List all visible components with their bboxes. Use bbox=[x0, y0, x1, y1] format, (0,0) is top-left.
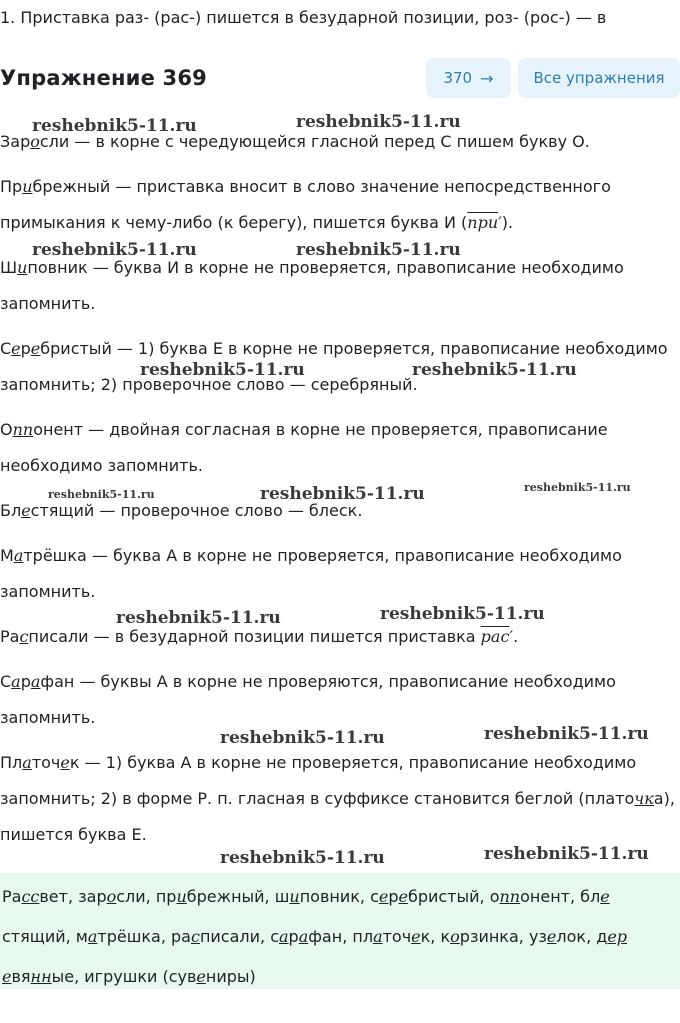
word-part: точ bbox=[31, 753, 61, 772]
explanation-text: — приставка вносит в слово значение непосредственного bbox=[110, 177, 611, 196]
highlighted-letter: е bbox=[21, 501, 31, 520]
word-part: бристый, о bbox=[407, 887, 500, 906]
word-part: р bbox=[20, 339, 31, 358]
explanation-paragraph bbox=[0, 538, 680, 610]
word-part: С bbox=[0, 339, 12, 358]
highlighted-letter: нн bbox=[30, 967, 52, 986]
word-part: р bbox=[388, 887, 399, 906]
word-part: рзинка, уз bbox=[459, 927, 547, 946]
watermark: reshebnik5-11.ru bbox=[484, 724, 649, 744]
word-part: О bbox=[0, 420, 13, 439]
word-part: брежный bbox=[32, 177, 111, 196]
highlighted-letter: с bbox=[19, 627, 29, 646]
explanation-paragraph bbox=[0, 250, 680, 322]
watermark: reshebnik5-11.ru bbox=[296, 240, 461, 260]
explanation-text: — двойная согласная в корне не проверяется, правописание bbox=[83, 420, 608, 439]
watermark: reshebnik5-11.ru bbox=[260, 484, 425, 504]
highlighted-letter: и bbox=[289, 887, 300, 906]
next-exercise-button[interactable] bbox=[426, 58, 511, 98]
exercise-header bbox=[0, 58, 680, 100]
highlighted-letter: е bbox=[600, 887, 610, 906]
answer-box bbox=[0, 873, 680, 989]
word-part: стящий, м bbox=[2, 927, 88, 946]
highlighted-letter: чк bbox=[634, 789, 654, 808]
word-part: сли bbox=[39, 132, 70, 151]
explanation-text: запомнить; 2) проверочное слово — серебряный. bbox=[0, 375, 418, 394]
explanation-text: — в безударной позиции пишется приставка bbox=[88, 627, 481, 646]
word-part: писали, с bbox=[199, 927, 279, 946]
highlighted-letter: а bbox=[298, 927, 309, 946]
word-part: писали bbox=[28, 627, 89, 646]
prime-mark: ′ bbox=[509, 627, 514, 646]
highlighted-letter: е bbox=[2, 967, 12, 986]
word-part: фан, пл bbox=[308, 927, 374, 946]
highlighted-letter: и bbox=[22, 177, 33, 196]
word-part: стящий bbox=[30, 501, 95, 520]
word-part: точ bbox=[382, 927, 412, 946]
highlighted-letter: а bbox=[279, 927, 289, 946]
highlighted-letter: а bbox=[11, 672, 21, 691]
word-part: Ра bbox=[2, 887, 22, 906]
highlighted-letter: е bbox=[398, 887, 408, 906]
highlighted-letter: пп bbox=[12, 420, 34, 439]
watermark: reshebnik5-11.ru bbox=[524, 481, 631, 494]
watermark: reshebnik5-11.ru bbox=[32, 240, 197, 260]
word-part: ые, игрушки (сув bbox=[51, 967, 197, 986]
highlighted-letter: и bbox=[17, 258, 28, 277]
explanation-text: необходимо запомнить. bbox=[0, 456, 203, 475]
watermark: reshebnik5-11.ru bbox=[296, 112, 461, 132]
answer-text bbox=[0, 873, 680, 997]
word-part: к bbox=[69, 753, 80, 772]
word-part: Зар bbox=[0, 132, 31, 151]
word-part: С bbox=[0, 672, 12, 691]
highlighted-letter: сс bbox=[21, 887, 40, 906]
explanation-paragraph bbox=[0, 745, 680, 853]
word-part: р bbox=[288, 927, 299, 946]
highlighted-letter: пп bbox=[499, 887, 521, 906]
highlighted-letter: е bbox=[60, 753, 70, 772]
word-part: Пл bbox=[0, 753, 23, 772]
word-part: М bbox=[0, 546, 14, 565]
explanation-text: — буква И в корне не проверяется, правописание необходимо bbox=[87, 258, 624, 277]
word-part: Ш bbox=[0, 258, 18, 277]
watermark: reshebnik5-11.ru bbox=[412, 360, 577, 380]
explanation-text: ). bbox=[501, 213, 514, 232]
explanation-text: — 1) буква А в корне не проверяется, правописание необходимо bbox=[79, 753, 637, 772]
highlighted-letter: е bbox=[546, 927, 557, 946]
page-title: Упражнение 369 bbox=[0, 66, 207, 90]
highlighted-letter: а bbox=[22, 753, 32, 772]
word-part: фан bbox=[40, 672, 75, 691]
word-part: повник bbox=[27, 258, 88, 277]
highlighted-letter: а bbox=[30, 672, 41, 691]
explanation-paragraph bbox=[0, 619, 680, 655]
highlighted-letter: е bbox=[30, 339, 41, 358]
explanation-text: запомнить; 2) в форме Р. п. гласная в суффиксе становится беглой (плато bbox=[0, 789, 635, 808]
highlighted-letter: с bbox=[190, 927, 200, 946]
explanation-text: а), bbox=[653, 789, 675, 808]
word-part: брежный, ш bbox=[186, 887, 290, 906]
highlighted-letter: ер bbox=[607, 927, 628, 946]
next-exercise-label: 370 bbox=[443, 69, 473, 87]
highlighted-letter: а bbox=[13, 546, 24, 565]
all-exercises-button[interactable]: Все упражнения bbox=[518, 58, 680, 98]
word-part: вя bbox=[11, 967, 31, 986]
explanation-text: пишется буква Е. bbox=[0, 825, 147, 844]
highlighted-letter: е bbox=[11, 339, 21, 358]
highlighted-letter: е bbox=[411, 927, 421, 946]
explanation-text: . bbox=[513, 627, 519, 646]
highlighted-letter: о bbox=[106, 887, 117, 906]
word-part: Пр bbox=[0, 177, 23, 196]
watermark: reshebnik5-11.ru bbox=[48, 488, 155, 501]
word-part: онент bbox=[33, 420, 84, 439]
word-part: Бл bbox=[0, 501, 22, 520]
prime-mark: ′ bbox=[498, 213, 502, 232]
prefix-formula: при bbox=[467, 213, 499, 232]
word-part: повник, с bbox=[299, 887, 379, 906]
word-part: ниры) bbox=[205, 967, 256, 986]
explanation-paragraph bbox=[0, 169, 680, 241]
explanation-text: примыкания к чему-либо (к берегу), пишется буква И ( bbox=[0, 213, 468, 232]
explanation-paragraph bbox=[0, 124, 680, 160]
explanation-text: — в корне с чередующейся гласной перед С пишем букву О. bbox=[69, 132, 590, 151]
highlighted-letter: о bbox=[30, 132, 40, 151]
highlighted-letter: а bbox=[87, 927, 98, 946]
explanation-text: — 1) буква Е в корне не проверяется, правописание необходимо bbox=[111, 339, 668, 358]
highlighted-letter: е bbox=[196, 967, 206, 986]
word-part: Ра bbox=[0, 627, 20, 646]
explanation-paragraph bbox=[0, 331, 680, 403]
watermark: reshebnik5-11.ru bbox=[380, 604, 545, 624]
word-part: трёшка bbox=[23, 546, 87, 565]
watermark: reshebnik5-11.ru bbox=[116, 608, 281, 628]
word-part: к, к bbox=[420, 927, 451, 946]
explanation-text: запомнить. bbox=[0, 294, 96, 313]
watermark: reshebnik5-11.ru bbox=[484, 844, 649, 864]
explanation-text: запомнить. bbox=[0, 582, 96, 601]
highlighted-letter: а bbox=[373, 927, 383, 946]
word-part: вет, зар bbox=[39, 887, 107, 906]
word-part: лок, д bbox=[556, 927, 608, 946]
previous-rule-text: 1. Приставка раз- (рас-) пишется в безударной позиции, роз- (рос-) — в bbox=[0, 8, 607, 27]
explanation-paragraph bbox=[0, 493, 680, 529]
arrow-right-icon: → bbox=[480, 68, 494, 88]
explanation-text: — буквы А в корне не проверяются, правописание необходимо bbox=[74, 672, 616, 691]
watermark: reshebnik5-11.ru bbox=[220, 728, 385, 748]
explanation-text: запомнить. bbox=[0, 708, 96, 727]
word-part: трёшка, ра bbox=[97, 927, 191, 946]
highlighted-letter: о bbox=[450, 927, 460, 946]
highlighted-letter: е bbox=[378, 887, 389, 906]
highlighted-letter: и bbox=[176, 887, 187, 906]
explanation-paragraph bbox=[0, 664, 680, 736]
watermark: reshebnik5-11.ru bbox=[140, 360, 305, 380]
word-part: онент, бл bbox=[520, 887, 601, 906]
word-part: р bbox=[20, 672, 31, 691]
watermark: reshebnik5-11.ru bbox=[220, 848, 385, 868]
watermark: reshebnik5-11.ru bbox=[32, 116, 197, 136]
prefix-formula: рас bbox=[480, 627, 510, 646]
explanation-text: — проверочное слово — блеск. bbox=[94, 501, 363, 520]
word-part: сли, пр bbox=[116, 887, 177, 906]
explanation-paragraph bbox=[0, 412, 680, 484]
explanation-text: — буква А в корне не проверяется, правописание необходимо bbox=[86, 546, 622, 565]
word-part: бристый bbox=[40, 339, 112, 358]
